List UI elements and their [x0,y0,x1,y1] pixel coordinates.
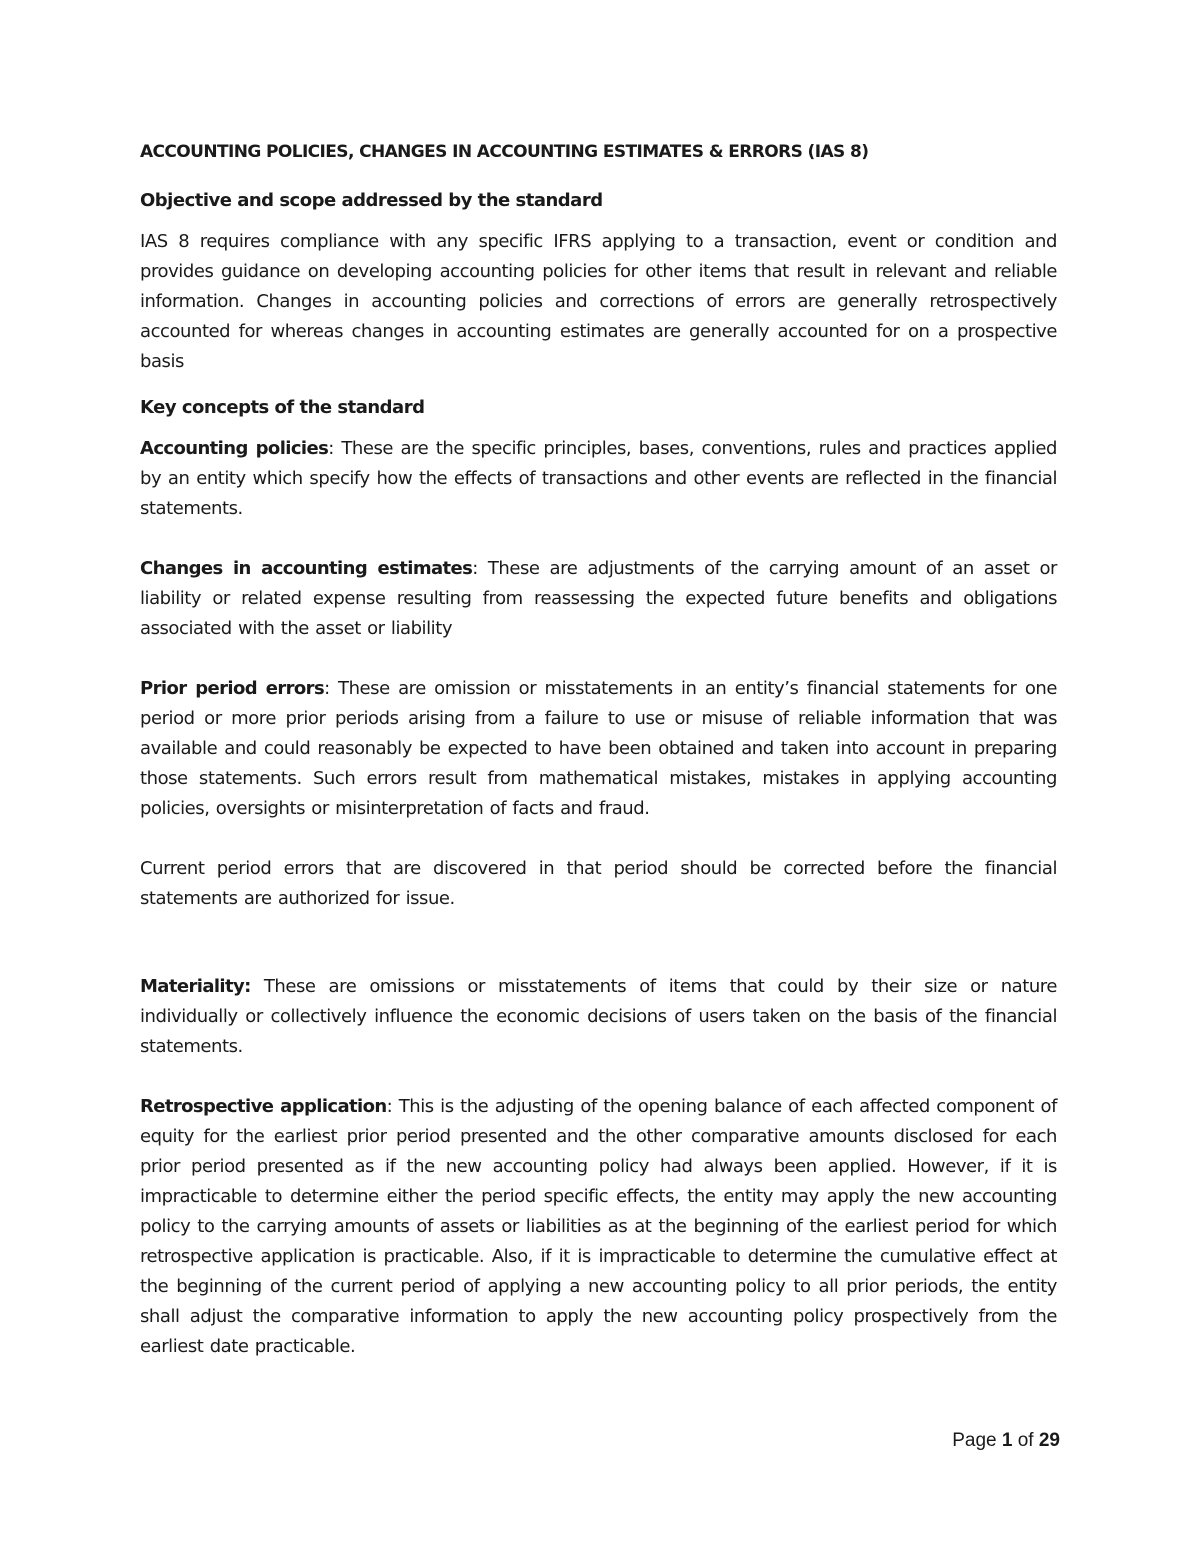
concept-separator [251,976,264,997]
concept-retrospective-application [140,1092,1057,1362]
concept-term: Changes in accounting estimates [140,558,473,579]
objective-heading: Objective and scope addressed by the standard [140,190,603,211]
concept-changes-in-estimates [140,554,1057,644]
objective-paragraph: IAS 8 requires compliance with any specific IFRS applying to a transaction, event or condition and provides guidance on developing accounting policies for other items that result in relevant and reliable information. Changes in accounting policies and corrections of errors are generally retrospectively accounted for whereas changes in accounting estimates are generally accounted for on a prospective basis [140,231,1057,372]
current-page-number: 1 [1001,1430,1013,1451]
concept-definition: These are omission or misstatements in an entity’s financial statements for one period or more prior periods arising from a failure to use or misuse of reliable information that was available and could reasonably be expected to have been obtained and taken into account in preparing those statements. Such errors result from mathematical mistakes, mistakes in applying accounting policies, oversights or misinterpretation of facts and fraud. [140,678,1057,819]
document-page [140,140,1057,1362]
concept-prior-period-errors [140,674,1057,824]
concept-term: Accounting policies [140,438,329,459]
concept-separator: : [324,678,339,699]
concept-materiality [140,972,1057,1062]
total-pages-number: 29 [1038,1430,1060,1451]
key-concepts-heading: Key concepts of the standard [140,397,425,418]
document-title: ACCOUNTING POLICIES, CHANGES IN ACCOUNTING ESTIMATES & ERRORS (IAS 8) [140,142,869,162]
page-label: Page [952,1430,997,1451]
concept-definition: These are adjustments of the carrying amount of an asset or liability or related expense resulting from reassessing the expected future benefits and obligations associated with the asset or liability [140,558,1057,639]
concept-term: Prior period errors [140,678,325,699]
concept-term: Materiality: [140,976,251,997]
concept-definition: These are omissions or misstatements of items that could by their size or nature individually or collectively influence the economic decisions of users taken on the basis of the financial statements. [140,976,1057,1057]
concept-separator: : [386,1096,399,1117]
concept-separator: : [472,558,488,579]
concept-definition: This is the adjusting of the opening balance of each affected component of equity for the earliest prior period presented and the other comparative amounts disclosed for each prior period presented as if the new accounting policy had always been applied. However, if it is impracticable to determine either the period specific effects, the entity may apply the new accounting policy to the carrying amounts of assets or liabilities as at the beginning of the earliest period for which retrospective application is practicable. Also, if it is impracticable to determine the cumulative effect at the beginning of the current period of applying a new accounting policy to all prior periods, the entity shall adjust the comparative information to apply the new accounting policy prospectively from the earliest date practicable. [140,1096,1057,1357]
concept-separator: : [328,438,342,459]
concept-definition: These are the specific principles, bases, conventions, rules and practices applied by an entity which specify how the effects of transactions and other events are reflected in the financial statements. [140,438,1057,519]
page-number-footer [952,1430,1060,1452]
of-label: of [1017,1430,1034,1451]
concept-term: Retrospective application [140,1096,387,1117]
concept-accounting-policies [140,434,1057,524]
current-period-errors-paragraph: Current period errors that are discovered in that period should be corrected before the financial statements are authorized for issue. [140,858,1057,909]
